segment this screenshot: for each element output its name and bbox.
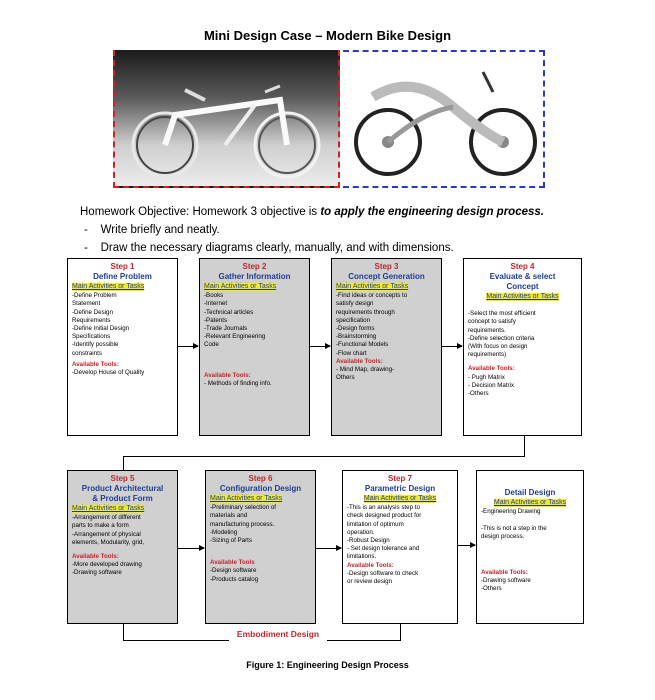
- step-4-tools: - Pugh Matrix - Decision Matrix -Others: [468, 373, 515, 398]
- arrow-step3-to-step4: [442, 346, 462, 347]
- step-6-main-activities: Main Activities or Tasks: [210, 495, 283, 502]
- step-5-tasks: -Arrangement of different parts to make a form -Arrangement of physical elements, Modularity, grid,: [72, 514, 145, 546]
- figure-caption: Figure 1: Engineering Design Process: [246, 660, 409, 670]
- step-4-main-activities: Main Activities or Tasks: [486, 293, 559, 300]
- step-6-tasks: -Preliminary selection of materials and manufacturing process. -Modeling -Sizing of Parts: [210, 504, 277, 545]
- bullet-1: - Write briefly and neatly.: [84, 224, 220, 236]
- embodiment-bracket-right: [400, 624, 401, 640]
- step-7-label: Step 7: [387, 474, 412, 483]
- step-1-tools: -Develop House of Quality: [72, 369, 145, 377]
- step-1-main-activities: Main Activities or Tasks: [72, 283, 145, 290]
- bullet-2-text: Draw the necessary diagrams clearly, manually, and with dimensions.: [100, 242, 454, 254]
- step-5-box: [67, 470, 178, 624]
- objective-emphasis: to apply the engineering design process.: [320, 206, 544, 218]
- step-5-tools-label: Available Tools:: [72, 553, 119, 561]
- bullet-1-text: Write briefly and neatly.: [100, 224, 220, 236]
- step-1-label: Step 1: [110, 262, 135, 271]
- detail-design-main-activities: Main Activities or Tasks: [493, 499, 567, 506]
- bike-photo-white: [343, 50, 545, 188]
- step-7-box: [342, 470, 458, 624]
- step-5-tools: -More developed drawing -Drawing software: [72, 561, 142, 577]
- arrow-step7-to-detail: [458, 545, 475, 546]
- connector-horizontal: [123, 456, 525, 457]
- detail-design-tasks: -Engineering Drawing -This is not a step in the design process.: [481, 508, 547, 540]
- step-6-tools-label: Available Tools: [210, 559, 255, 567]
- step-3-tools: - Mind Map, drawing- Others: [336, 366, 395, 382]
- bullet-2: - Draw the necessary diagrams clearly, manually, and with dimensions.: [84, 242, 454, 254]
- step-3-box: [331, 258, 442, 436]
- step-3-title: Concept Generation: [348, 272, 425, 281]
- step-2-box: [199, 258, 310, 436]
- connector-to-step5: [123, 456, 124, 470]
- step-6-title: Configuration Design: [219, 484, 302, 493]
- step-3-tasks: -Find ideas or concepts to satisfy design requirements through specification -Design forms -Brainstorming -Functional Models -Flow chart: [336, 292, 408, 357]
- step-7-tasks: -This is an analysis step to check designed product for limitation of optimum operation. -Robust Design - Set design tolerance and limitations.: [347, 504, 422, 561]
- step-5-title: Product Architectural & Product Form: [81, 484, 164, 503]
- step-2-tasks: -Books -Internet -Technical articles -Patents -Trade Journals -Relevant Engineering Code: [204, 292, 266, 349]
- step-2-main-activities: Main Activities or Tasks: [204, 283, 277, 290]
- connector-down: [524, 436, 525, 456]
- arrow-step6-to-step7: [316, 548, 341, 549]
- detail-design-box: [476, 470, 584, 624]
- bike-photo-dark: [113, 50, 340, 188]
- step-1-tools-label: Available Tools:: [72, 360, 119, 368]
- arrow-step2-to-step3: [310, 346, 330, 347]
- step-6-box: [205, 470, 316, 624]
- step-3-label: Step 3: [374, 262, 399, 271]
- step-1-title: Define Problem: [93, 272, 152, 281]
- step-4-title: Evaluate & select Concept: [489, 272, 556, 291]
- step-5-label: Step 5: [110, 474, 135, 483]
- detail-design-tools-label: Available Tools:: [481, 569, 528, 577]
- step-7-tools-label: Available Tools:: [347, 561, 394, 569]
- embodiment-bracket-bottom-right: [327, 640, 401, 641]
- embodiment-design-label: Embodiment Design: [236, 629, 320, 639]
- step-5-main-activities: Main Activities or Tasks: [72, 505, 145, 512]
- step-1-tasks: -Define Problem Statement -Define Design Requirements -Define Initial Design Specifications -Identify possible constraints: [72, 292, 130, 357]
- step-7-main-activities: Main Activities or Tasks: [363, 495, 437, 502]
- embodiment-bracket-left: [123, 624, 124, 640]
- step-2-title: Gather Information: [218, 272, 291, 281]
- embodiment-bracket-bottom-left: [123, 640, 229, 641]
- arrow-step1-to-step2: [178, 346, 198, 347]
- step-1-box: [67, 258, 178, 436]
- homework-objective: [80, 206, 544, 218]
- page-title: Mini Design Case – Modern Bike Design: [203, 28, 452, 43]
- step-7-tools: -Design software to check or review design: [347, 569, 419, 586]
- arrow-step5-to-step6: [178, 548, 204, 549]
- step-4-label: Step 4: [510, 262, 535, 271]
- step-4-tasks: -Select the most efficient concept to satisfy requirements. -Define selection criteria (With focus on design requirements): [468, 310, 536, 359]
- step-3-tools-label: Available Tools:: [336, 357, 383, 365]
- step-7-title: Parametric Design: [364, 484, 436, 493]
- detail-design-tools: -Drawing software -Others: [481, 577, 531, 593]
- step-4-box: [463, 258, 582, 436]
- step-4-tools-label: Available Tools:: [468, 365, 515, 373]
- step-2-tools-label: Available Tools:: [204, 371, 251, 379]
- objective-text: Homework Objective: Homework 3 objective is: [80, 206, 321, 218]
- step-6-label: Step 6: [248, 474, 273, 483]
- step-2-label: Step 2: [242, 262, 267, 271]
- step-3-main-activities: Main Activities or Tasks: [336, 283, 409, 290]
- detail-design-title: Detail Design: [504, 488, 556, 497]
- step-6-tools: -Design software -Products catalog: [210, 567, 259, 583]
- step-2-tools: - Methods of finding info.: [204, 379, 272, 387]
